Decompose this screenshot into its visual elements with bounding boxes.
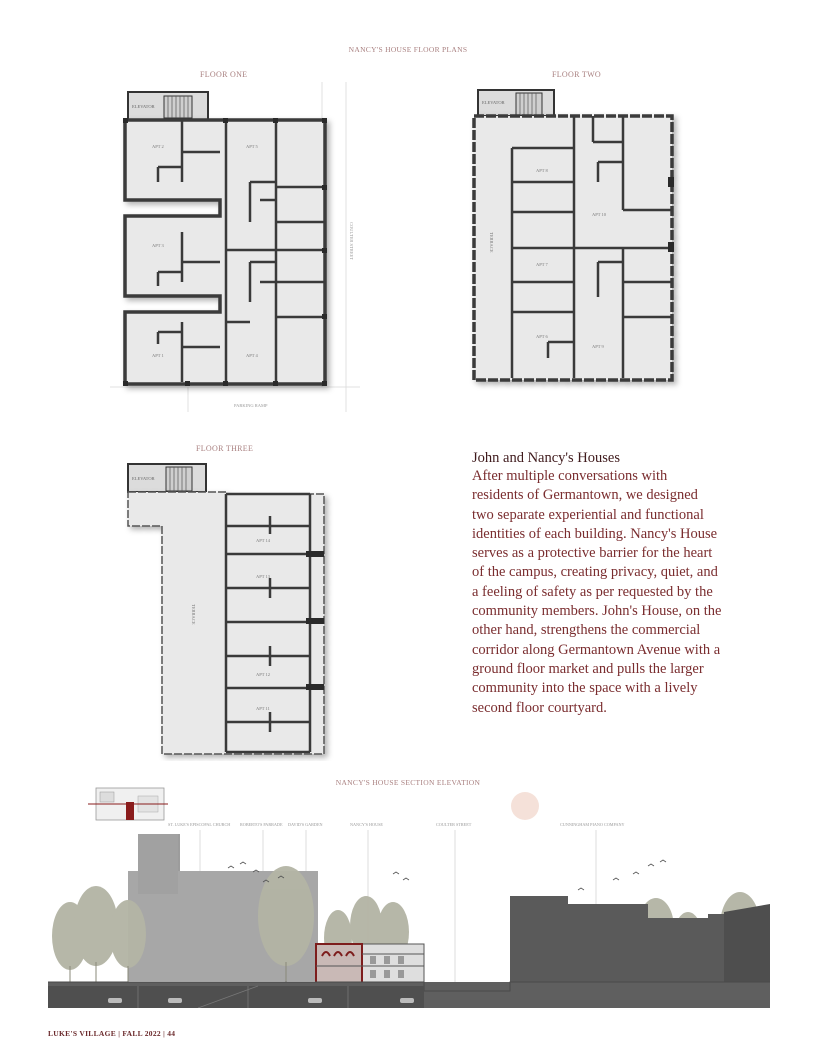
terrace-label: TERRACE (489, 232, 494, 253)
page-header: NANCY'S HOUSE FLOOR PLANS (348, 45, 468, 54)
floor-one-plan (110, 82, 360, 412)
floor-three-title: FLOOR THREE (196, 444, 254, 453)
elevator-label: ELEVATOR (132, 104, 155, 109)
apt-label: APT 5 (246, 144, 258, 149)
apt-label: APT 14 (256, 538, 271, 543)
key-plan-thumbnail (88, 788, 168, 820)
apt-label: APT 2 (152, 144, 164, 149)
elevator-label: ELEVATOR (132, 476, 155, 481)
section-label: NANCY'S HOUSE (350, 822, 383, 827)
section-title: NANCY'S HOUSE SECTION ELEVATION (335, 778, 481, 787)
section-label: DAVID'S GARDEN (288, 822, 323, 827)
section-elevation (48, 786, 770, 1008)
parking-ramp-label: PARKING RAMP (234, 403, 268, 408)
apt-label: APT 13 (256, 574, 271, 579)
elevator-label: ELEVATOR (482, 100, 505, 105)
street-label: COULTER STREET (349, 222, 354, 260)
apt-label: APT 6 (536, 334, 548, 339)
article (472, 449, 722, 718)
apt-label: APT 4 (246, 353, 258, 358)
page-footer: LUKE'S VILLAGE | FALL 2022 | 44 (48, 1029, 176, 1038)
section-label: COULTER STREET (436, 822, 472, 827)
section-label: ST. LUKE'S EPISCOPAL CHURCH (168, 822, 231, 827)
apt-label: APT 3 (152, 243, 164, 248)
terrace-label: TERRACE (191, 604, 196, 625)
apt-label: APT 9 (592, 344, 604, 349)
apt-label: APT 10 (592, 212, 607, 217)
floor-three-plan (120, 456, 340, 761)
apt-label: APT 1 (152, 353, 164, 358)
apt-label: APT 11 (256, 706, 270, 711)
article-title: John and Nancy's Houses (472, 450, 620, 466)
floor-two-plan (468, 82, 688, 392)
apt-label: APT 8 (536, 168, 548, 173)
apt-label: APT 7 (536, 262, 548, 267)
section-label: CUNNINGHAM PIANO COMPANY (560, 822, 625, 827)
article-body: After multiple conversations with residents of Germantown, we designed two separate experiential and functional identities of each building. Nancy's House serves as a protective barrier for the heart of the campus, creating privacy, quiet, and a feeling of safety as per requested by the community members. John's House, on the other hand, strengthens the commercial corridor along Germantown Avenue with a ground floor market and pulls the larger community into the space with a lively second floor courtyard. (472, 468, 722, 716)
floor-one-title: FLOOR ONE (200, 70, 248, 79)
floor-two-title: FLOOR TWO (552, 70, 601, 79)
section-label: ROBERTO'S PARRADE (240, 822, 283, 827)
apt-label: APT 12 (256, 672, 271, 677)
